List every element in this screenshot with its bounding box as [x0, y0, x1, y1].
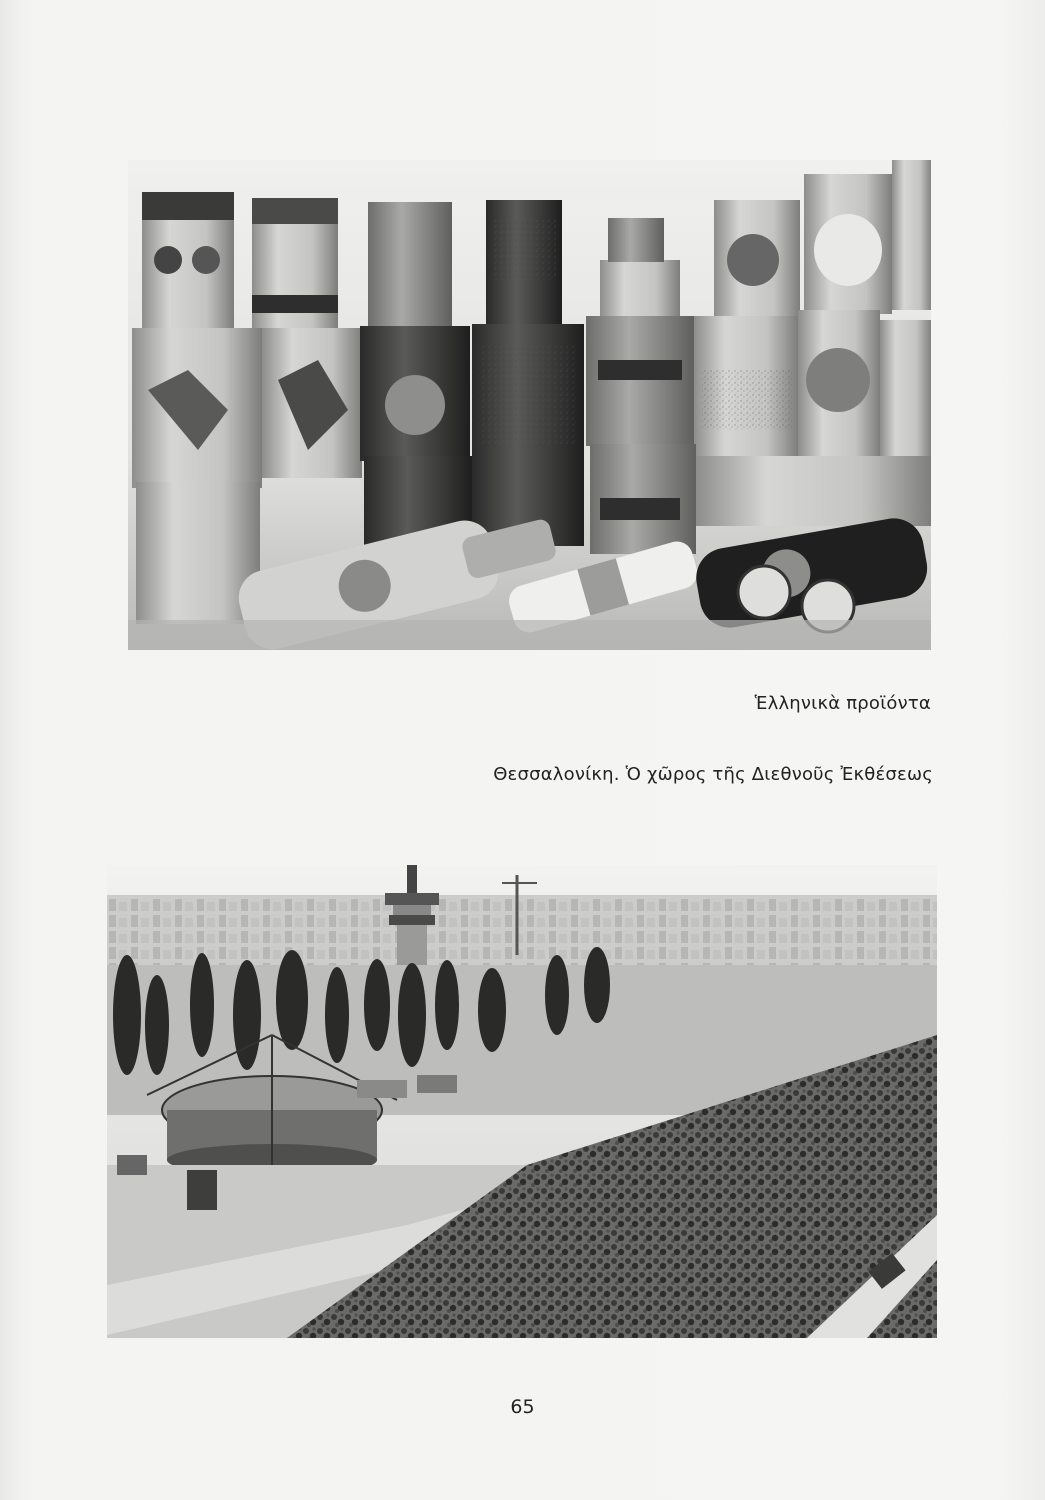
greek-products-photo: [128, 160, 931, 650]
greek-products-caption: Ἑλληνικὰ προϊόντα: [754, 693, 931, 714]
thessaloniki-fair-photo: [107, 865, 937, 1338]
page-number: 65: [510, 1396, 535, 1418]
thessaloniki-fair-caption: Θεσσαλονίκη. Ὁ χῶρος τῆς Διεθνοῦς Ἐκθέσεως: [493, 764, 933, 785]
thessaloniki-fair-illustration: [107, 865, 937, 1338]
greek-products-illustration: [128, 160, 931, 650]
